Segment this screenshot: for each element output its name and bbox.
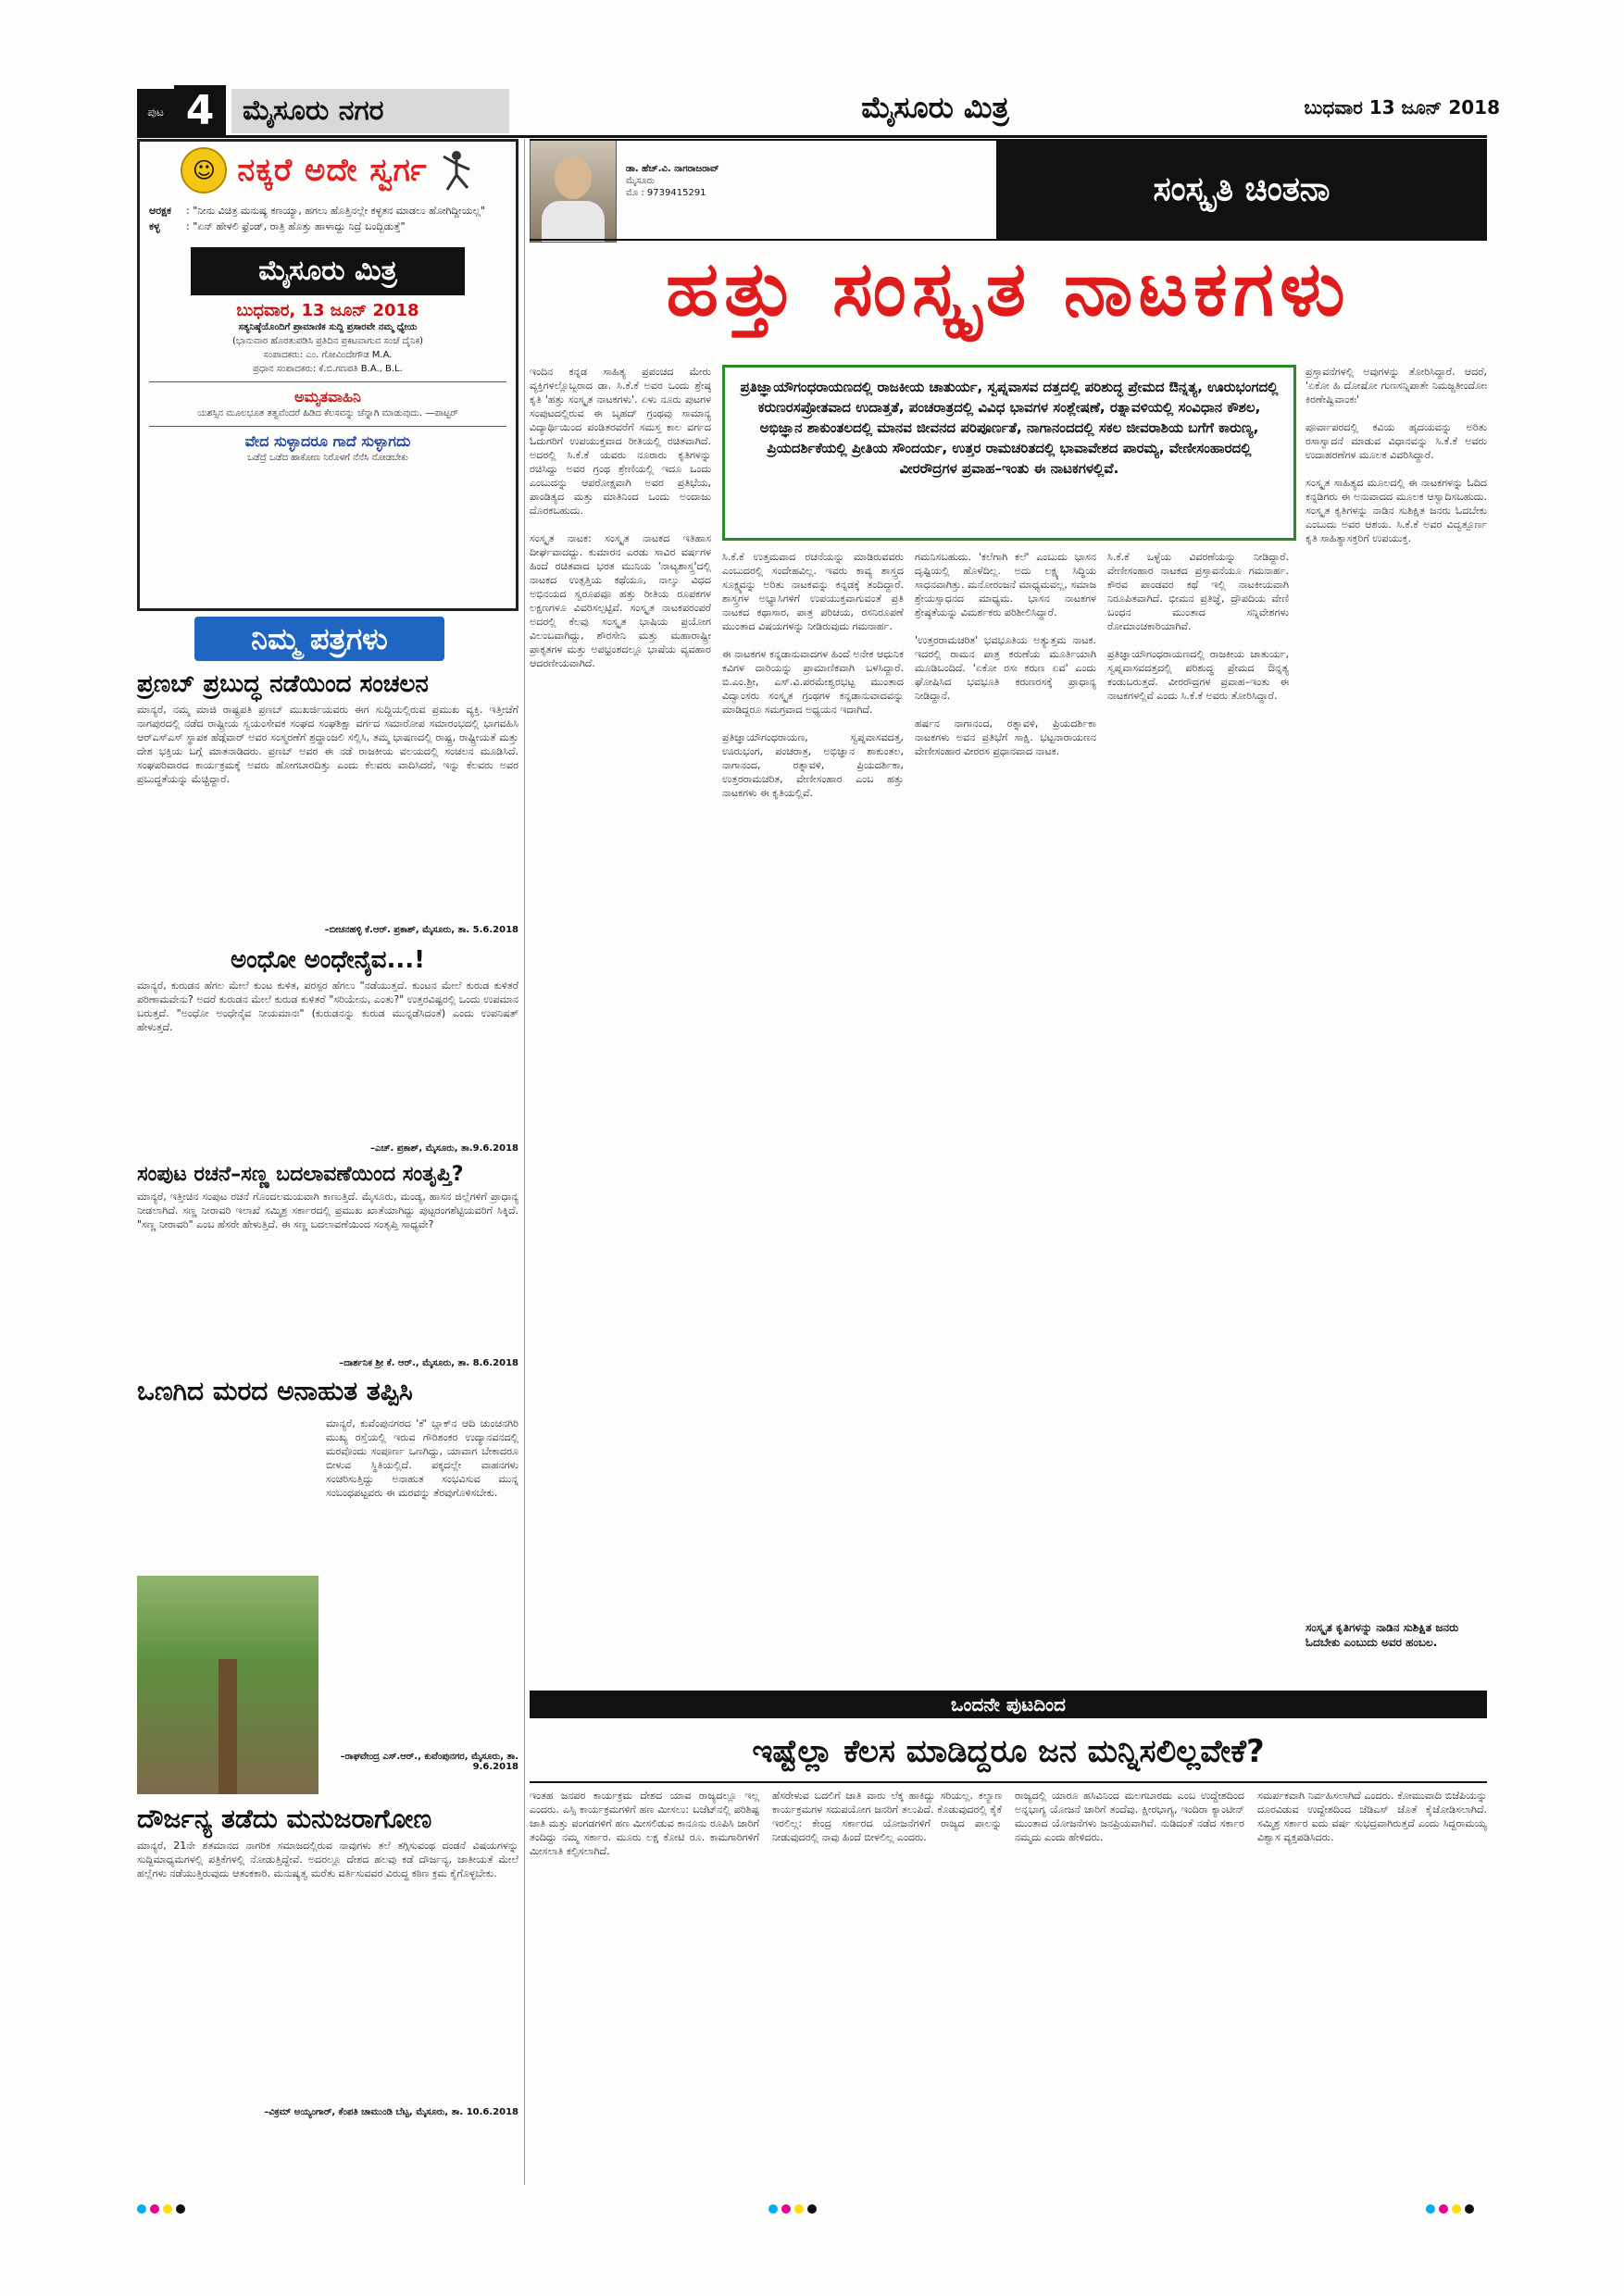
pull-quote: ಪ್ರತಿಜ್ಞಾಯೌಗಂಧರಾಯಣದಲ್ಲಿ ರಾಜಕೀಯ ಚಾತುರ್ಯ, ಸ್ವಪ್ನವಾಸವ ದತ್ತದಲ್ಲಿ ಪರಿಶುದ್ಧ ಪ್ರೇಮದ ಔನ್ನತ್ಯ, ಊರುಭಂಗದಲ್ಲಿ ಕರುಣರಸಪ್ರೋತವಾದ ಉದಾತ್ತತೆ, ಪಂಚರಾತ್ರದಲ್ಲಿ ವಿವಿಧ ಭಾವಗಳ ಸಂಶ್ಲೇಷಣೆ, ರತ್ನಾವಳಿಯಲ್ಲಿ ಸಂವಿಧಾನ ಕೌಶಲ, ಅಭಿಜ್ಞಾನ ಶಾಕುಂತಲದಲ್ಲಿ ಮಾನವ ಜೀವನದ ಪರಿಪೂರ್ಣತೆ, ನಾಗಾನಂದದಲ್ಲಿ ಸಕಲ ಜೀವರಾಶಿಯ ಬಗೆಗೆ ಕಾರುಣ್ಯ, ಪ್ರಿಯದರ್ಶಿಕೆಯಲ್ಲಿ ಪ್ರೀತಿಯ ಸೌಂದರ್ಯ, ಉತ್ತರ ರಾಮಚರಿತದಲ್ಲಿ ಭಾವಾವೇಶದ ಪಾರಮ್ಯ, ವೇಣೀಸಂಹಾರದಲ್ಲಿ ವೀರರೌದ್ರಗಳ ಪ್ರವಾಹ–ಇಂತು ಈ ನಾಟಕಗಳಲ್ಲಿವೆ. (722, 365, 1296, 541)
article-column-5: ಪ್ರಸ್ತಾವನೆಗಳಲ್ಲಿ ಅವುಗಳನ್ನು ತೋರಿಸಿದ್ದಾರೆ. ಆದರೆ, 'ಏಕೋ ಹಿ ದೋಷೋ ಗುಣಸನ್ನಿಪಾತೇ ನಿಮಜ್ಜತೀಂದೋಃ ಕಿರಣೇಷ್ವಿವಾಂಕಃ' ಪೂರ್ವಾಪರದಲ್ಲಿ ಕವಿಯ ಹೃದಯವನ್ನು ಅರಿತು ರಸಾಸ್ವಾದನೆ ಮಾಡುವ ವಿಧಾನವನ್ನು ಸಿ.ಕೆ.ಕೆ ಅವರು ಉದಾಹರಣೆಗಳ ಮೂಲಕ ವಿವರಿಸಿದ್ದಾರೆ. ಸಂಸ್ಕೃತ ಸಾಹಿತ್ಯದ ಮೂಲದಲ್ಲಿ ಈ ನಾಟಕಗಳನ್ನು ಓದಿದ ಕನ್ನಡಿಗರು ಈ ಅನುವಾದದ ಮೂಲಕ ಆಸ್ವಾದಿಸಬಹುದು. ಸಂಸ್ಕೃತ ಕೃತಿಗಳನ್ನು ನಾಡಿನ ಸುಶಿಕ್ಷಿತ ಜನರು ಓದಬೇಕು ಎಂಬುದು ಅವರ ಆಶಯ. ಸಿ.ಕೆ.ಕೆ ಅವರ ವಿದ್ವತ್ಪೂರ್ಣ ಕೃತಿ ಸಾಹಿತ್ಯಾಸಕ್ತರಿಗೆ ಉಪಯುಕ್ತ. (1305, 366, 1487, 544)
yellow-dot-icon (1452, 2204, 1461, 2214)
black-dot-icon (176, 2204, 185, 2214)
cyan-dot-icon (1426, 2204, 1435, 2214)
amruta-text: ಯಶಸ್ಸಿನ ಮೂಲಭೂತ ತತ್ವವೆಂದರೆ ಹಿಡಿದ ಕೆಲಸವನ್ನು ಚೆನ್ನಾಗಿ ಮಾಡುವುದು. —ಪಾಟ್ಟರ್ (197, 408, 458, 418)
header-rule (137, 135, 1487, 138)
black-dot-icon (807, 2204, 817, 2214)
column-title: ಸಂಸ್ಕೃತಿ ಚಿಂತನಾ (996, 139, 1487, 241)
letter-item (137, 1376, 518, 1407)
article-closing: ಸಂಸ್ಕೃತ ಕೃತಿಗಳನ್ನು ನಾಡಿನ ಸುಶಿಕ್ಷಿತ ಜನರು ಓದಬೇಕು ಎಂಬುದು ಅವರ ಹಂಬಲ. (1305, 1621, 1459, 1649)
continued-headline: ಇಷ್ಟೆಲ್ಲಾ ಕೆಲಸ ಮಾಡಿದ್ದರೂ ಜನ ಮನ್ನಿಸಲಿಲ್ಲವೇಕೆ? (752, 1733, 1265, 1770)
letter-body: ಮಾನ್ಯರೆ, ಕುವೆಂಪುನಗರದ 'ಕೆ' ಬ್ಲಾಕ್‌ನ ಆದಿ ಚುಂಚನಗಿರಿ ಮುಖ್ಯ ರಸ್ತೆಯಲ್ಲಿ ಇರುವ ಗೌರಿಶಂಕರ ಉದ್ಯಾನವನದಲ್ಲಿ ಮರವೊಂದು ಸಂಪೂರ್ಣ ಒಣಗಿದ್ದು, ಯಾವಾಗ ಬೇಕಾದರೂ ಬೀಳುವ ಸ್ಥಿತಿಯಲ್ಲಿದೆ. ಪಕ್ಕದಲ್ಲೇ ವಾಹನಗಳು ಸಂಚರಿಸುತ್ತಿದ್ದು ಅನಾಹುತ ಸಂಭವಿಸುವ ಮುನ್ನ ಸಂಬಂಧಪಟ್ಟವರು ಈ ಮರವನ್ನು ತೆರವುಗೊಳಿಸಬೇಕು. (326, 1417, 518, 1499)
letter-heading: ಒಣಗಿದ ಮರದ ಅನಾಹುತ ತಪ್ಪಿಸಿ (137, 1376, 413, 1406)
letter-heading: ಅಂಧೋ ಅಂಧೇನೈವ...! (231, 946, 425, 974)
section-title: ಮೈಸೂರು ನಗರ (231, 89, 509, 133)
letter-signature: –ವಿಕ್ರಮ್ ಅಯ್ಯಂಗಾರ್, ಕೆಂಪತಿ ಚಾಮುಂಡಿ ಬೆಟ್ಟ, ಮೈಸೂರು, ತಾ. 10.6.2018 (264, 2107, 518, 2117)
continued-column-1: ಇಂತಹ ಜನಪರ ಕಾರ್ಯಕ್ರಮ ದೇಶದ ಯಾವ ರಾಜ್ಯದಲ್ಲೂ ಇಲ್ಲ ಎಂದರು. ಎಸ್ಸಿ ಕಾರ್ಯಕ್ರಮಗಳಿಗೆ ಹಣ ಮೀಸಲು: ಬಜೆಟ್‌ನಲ್ಲಿ ಪರಿಶಿಷ್ಟ ಜಾತಿ ಮತ್ತು ಪಂಗಡಗಳಿಗೆ ಹಣ ಮೀಸಲಿಡುವ ಕಾನೂನು ರೂಪಿಸಿ ಜಾರಿಗೆ ತಂದಿದ್ದು ನಮ್ಮ ಸರ್ಕಾರ. ಮೂರು ಲಕ್ಷ ಕೋಟಿ ರೂ. ಕಾಮಗಾರಿಗಳಿಗೆ ಮೀಸಲಾತಿ ಕಲ್ಪಿಸಲಾಗಿದೆ. (530, 1790, 759, 1857)
magenta-dot-icon (1439, 2204, 1448, 2214)
author-name: ಡಾ. ಹೆಚ್.ವಿ. ನಾಗರಾಜರಾವ್ (626, 164, 719, 174)
continued-column-2: ಹೆಸರೇಳುವ ಬದಲಿಗೆ ಜಾತಿ ವಾರು ಲೆಕ್ಕ ಹಾಕಿದ್ದು ಸರಿಯಲ್ಲ. ಕಲ್ಯಾಣ ಕಾರ್ಯಕ್ರಮಗಳ ಸದುಪಯೋಗ ಜನರಿಗೆ ತಲುಪಿದೆ. ಕೊಡುವುದರಲ್ಲಿ ಕೈಕೆ ಇರಲಿಲ್ಲ: ಕೇಂದ್ರ ಸರ್ಕಾರದ ಯೋಜನೆಗಳಿಗೆ ರಾಜ್ಯದ ಪಾಲನ್ನು ನೀಡುವುದರಲ್ಲಿ ನಾವು ಹಿಂದೆ ಬೀಳಲಿಲ್ಲ ಎಂದರು. (772, 1790, 1002, 1843)
byline-box (530, 139, 996, 241)
article-column-1: ಇಂದಿನ ಕನ್ನಡ ಸಾಹಿತ್ಯ ಪ್ರಪಂಚದ ಮೇರು ವ್ಯಕ್ತಿಗಳಲ್ಲೊಬ್ಬರಾದ ಡಾ. ಸಿ.ಕೆ.ಕೆ ಅವರ ಒಂದು ಶ್ರೇಷ್ಠ ಕೃತಿ 'ಹತ್ತು ಸಂಸ್ಕೃತ ನಾಟಕಗಳು'. ಏಳು ನೂರು ಪುಟಗಳ ಸಂಪುಟದಲ್ಲಿರುವ ಈ ಬೃಹದ್ ಗ್ರಂಥವು ಸಾಮಾನ್ಯ ವಿದ್ಯಾರ್ಥಿಯಿಂದ ಪಂಡಿತರವರೆಗೆ ಸಮಸ್ತ ಕಾಲ ವರ್ಗದ ಓದುಗರಿಗೆ ಉಪಯುಕ್ತವಾದ ರೀತಿಯಲ್ಲಿ ರಚಿತವಾಗಿದೆ. ಅದರಲ್ಲಿ ಸಿ.ಕೆ.ಕೆ ಯವರು ನೂರಾರು ಕೃತಿಗಳನ್ನು ರಚಿಸಿದ್ದು ಅವರ ಗ್ರಂಥ ಶ್ರೇಣಿಯಲ್ಲಿ ಇದೂ ಒಂದು ಎಂಬುದನ್ನು ಆಪರೋಕ್ಷವಾಗಿ ಅವರ ಪ್ರತಿಭೆಯ, ಪಾಂಡಿತ್ಯದ ಮತ್ತು ಮಾತಿನಿಂದ ಒಂದು ಅಂದಾಜು ದೊರಕಬಹುದು. ಸಂಸ್ಕೃತ ನಾಟಕ: ಸಂಸ್ಕೃತ ನಾಟಕದ ಇತಿಹಾಸ ದೀರ್ಘವಾದದ್ದು. ಕುಮಾರನ ಎರಡು ಸಾವಿರ ವರ್ಷಗಳ ಹಿಂದೆ ರಚಿತವಾದ ಭರತ ಮುನಿಯ 'ನಾಟ್ಯಶಾಸ್ತ್ರ'ದಲ್ಲಿ ನಾಟಕದ ಉತ್ಪತ್ತಿಯ ಕಥೆಯೂ, ನಾಲ್ಕು ವಿಧದ ಅಭಿನಯದ ಸ್ವರೂಪವೂ ಹತ್ತು ರೀತಿಯ ರೂಪಕಗಳ ಲಕ್ಷಣಗಳೂ ವಿವರಿಸಲ್ಪಟ್ಟಿವೆ. ಸಂಸ್ಕೃತ ನಾಟಕಪರಂಪರೆ ಅದರಲ್ಲಿ ಕೆಲವು ಸಂಸ್ಕೃತ ಭಾಷಿಯ ಪ್ರಯೋಗ ವಿಲಂಬವಾಗಿದ್ದು, ಶೌರಸೇನಿ ಮತ್ತು ಮಹಾರಾಷ್ಟ್ರೀ ಪ್ರಾಕೃತಗಳ ಮತ್ತು ಅಪಭ್ರಂಶದಲ್ಲೂ ಭಾಷೆಯ ವ್ಯವಹಾರ ಆದರಣೀಯವಾಗಿದೆ. (530, 366, 711, 669)
letter-body: ಮಾನ್ಯರೆ, 21ನೇ ಶತಮಾನದ ನಾಗರಿಕ ಸಮಾಜದಲ್ಲಿರುವ ನಾವುಗಳು ತಲೆ ತಗ್ಗಿಸುವಂಥ ದಂಡನೆ ವಿಷಯಗಳನ್ನು ಸುದ್ದಿಮಾಧ್ಯಮಗಳಲ್ಲಿ ಪತ್ರಿಕೆಗಳಲ್ಲಿ ನೋಡುತ್ತಿದ್ದೇವೆ. ಅದರಲ್ಲೂ ದೇಶದ ಹಲವು ಕಡೆ ದೌರ್ಜನ್ಯ, ಜಾತೀಯತೆ ಮೇಲೆ ಹಲ್ಲೆಗಳು ನಡೆಯುತ್ತಿರುವುದು ಆತಂಕಕಾರಿ. ಮನುಷ್ಯತ್ವ ಮರೆತು ವರ್ತಿಸುವವರ ವಿರುದ್ಧ ಕಠಿಣ ಕ್ರಮ ಕೈಗೊಳ್ಳಬೇಕು. (137, 1840, 518, 1879)
cyan-dot-icon (137, 2204, 146, 2214)
letter-item (137, 1163, 518, 1368)
laughing-face-icon: ☺ (181, 147, 227, 193)
letters-banner: ನಿಮ್ಮ ಪತ್ರಗಳು (194, 617, 444, 661)
letter-heading: ಪ್ರಣಬ್ ಪ್ರಬುದ್ಧ ನಡೆಯಿಂದ ಸಂಚಲನ (137, 670, 429, 698)
veda-text: ಒಡೆದ್ರೆ ಒಡೆದ ಹಾಕೋಣ ನಿರೊಳಗೆ ನೆನೆಸಿ ನೋಡಬೇಕು (247, 453, 408, 463)
amruta-title: ಅಮೃತವಾಹಿನಿ (294, 388, 361, 406)
divider (149, 381, 506, 382)
mitra-banner: ಮೈಸೂರು ಮಿತ್ರ (191, 247, 465, 295)
letter-signature: –ರಾಘವೇಂದ್ರ ಎಸ್.ಆರ್., ಕುವೆಂಪುನಗರ, ಮೈಸೂರು, ತಾ. 9.6.2018 (340, 1752, 518, 1772)
mitra-frequency: (ಭಾನುವಾರ ಹೊರತುಪಡಿಸಿ ಪ್ರತಿದಿನ ಪ್ರಕಟವಾಗುವ ಸಂಜೆ ದೈನಿಕ) (231, 336, 423, 346)
letter-item (326, 1416, 518, 1772)
letter-item (137, 1803, 518, 2117)
magenta-dot-icon (150, 2204, 159, 2214)
mitra-motto: ಸತ್ಯನಿಷ್ಠೆಯೊಂದಿಗೆ ಪ್ರಾಮಾಣಿಕ ಸುದ್ದಿ ಪ್ರಸಾರವೇ ನಮ್ಮ ಧ್ಯೇಯ (238, 322, 418, 332)
letter-item (137, 946, 518, 1154)
article-column-4: ಸಿ.ಕೆ.ಕೆ ಒಳ್ಳೆಯ ವಿವರಣೆಯನ್ನು ನೀಡಿದ್ದಾರೆ. ವೇಣೀಸಂಹಾರ ನಾಟಕದ ಪ್ರಸ್ತಾವನೆಯೂ ಗಮನಾರ್ಹ. ಕೌರವ ಪಾಂಡವರ ಕಥೆ ಇಲ್ಲಿ ನಾಟಕೀಯವಾಗಿ ನಿರೂಪಿತವಾಗಿದೆ. ಭೀಮನ ಪ್ರತಿಜ್ಞೆ, ದ್ರೌಪದಿಯ ವೇಣಿ ಬಂಧನ ಮುಂತಾದ ಸನ್ನಿವೇಶಗಳು ರೋಮಾಂಚಕಾರಿಯಾಗಿವೆ. ಪ್ರತಿಜ್ಞಾಯೌಗಂಧರಾಯಣದಲ್ಲಿ ರಾಜಕೀಯ ಚಾತುರ್ಯ, ಸ್ವಪ್ನವಾಸವದತ್ತದಲ್ಲಿ ಪರಿಶುದ್ಧ ಪ್ರೇಮದ ಔನ್ನತ್ಯ ಕಂಡುಬರುತ್ತದೆ. ವೀರರೌದ್ರಗಳ ಪ್ರವಾಹ–ಇಂತು ಈ ನಾಟಕಗಳಲ್ಲಿವೆ ಎಂದು ಸಿ.ಕೆ.ಕೆ ಅವರು ತೋರಿಸಿದ್ದಾರೆ. (1107, 551, 1289, 702)
letter-body: ಮಾನ್ಯರೆ, ಕುರುಡನ ಹೆಗಲ ಮೇಲೆ ಕುಂಟ ಕುಳಿತ, ಪರಸ್ಪರ ಹೆಗಲು "ನಡೆಯುತ್ತದೆ. ಕುಂಟನ ಮೇಲೆ ಕುರುಡ ಕುಳಿತರೆ ಪರಿಣಾಮವೇನು? ಅದರೆ ಕುರುಡನ ಮೇಲೆ ಕುರುಡ ಕುಳಿತರೆ "ಸರಿಯೇನು, ಎಂತು?" ಉತ್ತರವಿಷ್ಟರಲ್ಲಿ ಒಂದು ಉಪಮಾನ ಬರುತ್ತದೆ. "ಅಂಧೋ ಅಂಧೇನೈವ ನೀಯಮಾನಃ" (ಕುರುಡನನ್ನು ಕುರುಡ ಮುನ್ನಡೆಸಿದಂತೆ) ಎಂದು ಉಪನಿಷತ್ ಹೇಳುತ್ತದೆ. (137, 980, 518, 1033)
dry-tree-photo (137, 1576, 319, 1794)
masthead: ಮೈಸೂರು ಮಿತ್ರ (861, 90, 1009, 125)
article-column-3: ಗಮನಿಸಬಹುದು. 'ಕಲೆಗಾಗಿ ಕಲೆ' ಎಂಬುದು ಭಾಸನ ದೃಷ್ಟಿಯಲ್ಲಿ ಹೊಳೆದಿಲ್ಲ. ಅದು ಲಕ್ಷ್ಯ ಸಿದ್ಧಿಯ ಸಾಧನವಾಗಿತ್ತು. ಮನೋರಂಜನೆ ಮಾಧ್ಯಮವಲ್ಲ, ಸಮಾಜ ಶ್ರೇಯಸ್ಸಾಧನದ ಮಾಧ್ಯಮ. ಭಾಸನ ನಾಟಕಗಳ ಶ್ರೇಷ್ಠತೆಯನ್ನು ವಿಮರ್ಶಕರು ಪರಿಶೀಲಿಸಿದ್ದಾರೆ. 'ಉತ್ತರರಾಮಚರಿತ' ಭವಭೂತಿಯ ಅತ್ಯುತ್ತಮ ನಾಟಕ. ಇದರಲ್ಲಿ ರಾಮನ ಪಾತ್ರ ಕರುಣೆಯ ಮೂರ್ತಿಯಾಗಿ ಮೂಡಿಬಂದಿದೆ. 'ಏಕೋ ರಸಃ ಕರುಣ ಏವ' ಎಂದು ಘೋಷಿಸಿದ ಭವಭೂತಿ ಕರುಣರಸಕ್ಕೆ ಪ್ರಾಧಾನ್ಯ ನೀಡಿದ್ದಾನೆ. ಹರ್ಷನ ನಾಗಾನಂದ, ರತ್ನಾವಳಿ, ಪ್ರಿಯದರ್ಶಿಕಾ ನಾಟಕಗಳು ಅವನ ಪ್ರತಿಭೆಗೆ ಸಾಕ್ಷಿ. ಭಟ್ಟನಾರಾಯಣನ ವೇಣೀಸಂಹಾರ ವೀರರಸ ಪ್ರಧಾನವಾದ ನಾಟಕ. (915, 551, 1096, 757)
mitra-editor: ಸಂಪಾದಕರು: ಎಂ. ಗೋವಿಂದೇಗೌಡ M.A. (263, 350, 393, 360)
tree-trunk (219, 1659, 237, 1794)
dancing-figure-icon (438, 149, 475, 192)
continued-column-3: ರಾಜ್ಯದಲ್ಲಿ ಯಾರೂ ಹಸಿವಿನಿಂದ ಮಲಗಬಾರದು ಎಂಬ ಉದ್ದೇಶದಿಂದ ಅನ್ನಭಾಗ್ಯ ಯೋಜನೆ ಜಾರಿಗೆ ತಂದೆವು. ಕ್ಷೀರಭಾಗ್ಯ, ಇಂದಿರಾ ಕ್ಯಾಂಟೀನ್ ಮುಂತಾದ ಯೋಜನೆಗಳು ಜನಪ್ರಿಯವಾಗಿವೆ. ನುಡಿದಂತೆ ನಡೆದ ಸರ್ಕಾರ ನಮ್ಮದು ಎಂದು ಹೇಳಿದರು. (1015, 1790, 1244, 1843)
column-divider (524, 139, 525, 2185)
magenta-dot-icon (781, 2204, 791, 2214)
divider (530, 1781, 1487, 1783)
mitra-date: ಬುಧವಾರ, 13 ಜೂನ್ 2018 (236, 301, 419, 320)
continued-from-page-one-bar: ಒಂದನೇ ಪುಟದಿಂದ (530, 1691, 1487, 1718)
registration-marks (768, 2200, 820, 2211)
letter-signature: –ಬೀಚನಹಳ್ಳಿ ಕೆ.ಆರ್. ಪ್ರಕಾಶ್, ಮೈಸೂರು, ತಾ. 5.6.2018 (324, 925, 518, 935)
joke-box-title: ನಕ್ಕರೆ ಅದೇ ಸ್ವರ್ಗ (237, 152, 428, 189)
cyan-dot-icon (768, 2204, 778, 2214)
registration-marks (137, 2200, 189, 2211)
issue-date: ಬುಧವಾರ 13 ಜೂನ್ 2018 (1304, 96, 1500, 119)
yellow-dot-icon (163, 2204, 172, 2214)
joke-box (137, 139, 518, 611)
article-headline: ಹತ್ತು ಸಂಸ್ಕೃತ ನಾಟಕಗಳು (666, 244, 1351, 333)
letter-signature: –ದಾರ್ಶನಿಕ ಶ್ರೀ ಕೆ. ಆರ್., ಮೈಸೂರು, ತಾ. 8.6.2018 (339, 1358, 518, 1368)
yellow-dot-icon (794, 2204, 804, 2214)
article-column-2: ಸಿ.ಕೆ.ಕೆ ಉತ್ತಮವಾದ ರಚನೆಯನ್ನು ಮಾಡಿರುವವರು ಎಂಬುದರಲ್ಲಿ ಸಂದೇಹವಿಲ್ಲ. ಇವರು ಕಾವ್ಯ ಶಾಸ್ತ್ರದ ಸೂಕ್ಷ್ಮವನ್ನು ಅರಿತು ನಾಟಕವನ್ನು ಕನ್ನಡಕ್ಕೆ ತಂದಿದ್ದಾರೆ. ಶಾಸ್ತ್ರಗಳ ಅಭ್ಯಾಸಿಗಳಿಗೆ ಉಪಯುಕ್ತವಾಗುವಂತೆ ಪ್ರತಿ ನಾಟಕದ ಕಥಾಸಾರ, ಪಾತ್ರ ಪರಿಚಯ, ರಸನಿರೂಪಣೆ ಮುಂತಾದ ವಿಷಯಗಳನ್ನು ನೀಡಿರುವುದು ಗಮನಾರ್ಹ. ಈ ನಾಟಕಗಳ ಕನ್ನಡಾನುವಾದಗಳ ಹಿಂದೆ ಅನೇಕ ಆಧುನಿಕ ಕವಿಗಳ ದಾರಿಯನ್ನು ಪ್ರಾಮಾಣಿಕವಾಗಿ ಬಳಸಿದ್ದಾರೆ. ಬಿ.ಎಂ.ಶ್ರೀ, ಎಸ್.ವಿ.ಪರಮೇಶ್ವರಭಟ್ಟ ಮುಂತಾದ ವಿದ್ವಾಂಸರು ಸಂಸ್ಕೃತ ಗ್ರಂಥಗಳ ಕನ್ನಡಾನುವಾದವನ್ನು ಮಾಡಿದ್ದರೂ ಸಮಗ್ರವಾದ ಅಧ್ಯಯನ ಇದಾಗಿದೆ. ಪ್ರತಿಜ್ಞಾಯೌಗಂಧರಾಯಣ, ಸ್ವಪ್ನವಾಸವದತ್ತ, ಊರುಭಂಗ, ಪಂಚರಾತ್ರ, ಅಭಿಜ್ಞಾನ ಶಾಕುಂತಲ, ನಾಗಾನಂದ, ರತ್ನಾವಳಿ, ಪ್ರಿಯದರ್ಶಿಕಾ, ಉತ್ತರರಾಮಚರಿತ, ವೇಣೀಸಂಹಾರ ಎಂಬ ಹತ್ತು ನಾಟಕಗಳು ಈ ಕೃತಿಯಲ್ಲಿವೆ. (722, 551, 904, 799)
registration-marks (1426, 2200, 1478, 2211)
mitra-chief-editor: ಪ್ರಧಾನ ಸಂಪಾದಕರು: ಕೆ.ಬಿ.ಗಣಪತಿ B.A., B.L. (253, 364, 403, 374)
author-city: ಮೈಸೂರು (626, 176, 656, 186)
page-label: ಪುಟ (137, 89, 174, 135)
page-number: 4 (174, 85, 226, 137)
divider (149, 426, 506, 427)
letter-signature: –ಎಚ್. ಪ್ರಕಾಶ್, ಮೈಸೂರು, ತಾ.9.6.2018 (369, 1143, 518, 1154)
letter-item (137, 670, 518, 935)
joke-line-1: ಆರಕ್ಷಕ : "ನೀನು ವಿಚಿತ್ರ ಮನುಷ್ಯ ಕಣಯ್ಯಾ, ಹಗಲು ಹೊತ್ತಿನಲ್ಲೇ ಕಳ್ಳತನ ಮಾಡಲು ಹೋಗಿದ್ದೀಯಲ್ಲ" (149, 205, 485, 217)
joke-line-2: ಕಳ್ಳ : "ಏನ್ ಹೇಳಲಿ ಫ್ರೆಂಡ್, ರಾತ್ರಿ ಹೊತ್ತು ಹಾಳಾದ್ದು ನಿದ್ರೆ ಬಂದ್ಬಿಡುತ್ತೆ" (149, 220, 406, 232)
black-dot-icon (1465, 2204, 1474, 2214)
letter-heading: ದೌರ್ಜನ್ಯ ತಡೆದು ಮನುಜರಾಗೋಣ (137, 1803, 432, 1834)
letter-body: ಮಾನ್ಯರೆ, ನಮ್ಮ ಮಾಜಿ ರಾಷ್ಟ್ರಪತಿ ಪ್ರಣಬ್ ಮುಖರ್ಜಿಯವರು ಈಗ ಸುದ್ದಿಯಲ್ಲಿರುವ ಪ್ರಮುಖ ವ್ಯಕ್ತಿ. ಇತ್ತೀಚೆಗೆ ನಾಗಪುರದಲ್ಲಿ ನಡೆದ ರಾಷ್ಟ್ರೀಯ ಸ್ವಯಂಸೇವಕ ಸಂಘದ ಸಂಘಶಿಕ್ಷಾ ವರ್ಗದ ಸಮಾರೋಪ ಸಮಾರಂಭದಲ್ಲಿ ಭಾಗವಹಿಸಿ ಆರ್‌ಎಸ್‌ಎಸ್ ಸ್ಥಾಪಕ ಹೆಡ್ಗೆವಾರ್ ಅವರ ಸಂಸ್ಮರಣೆಗೆ ಶ್ರದ್ಧಾಂಜಲಿ ಸಲ್ಲಿಸಿ, ತಮ್ಮ ಭಾಷಣದಲ್ಲಿ ರಾಷ್ಟ್ರ, ರಾಷ್ಟ್ರೀಯತೆ ಮತ್ತು ದೇಶ ಭಕ್ತಿಯ ಬಗ್ಗೆ ಮಾತನಾಡಿದರು. ಪ್ರಣಬ್ ಅವರ ಈ ನಡೆ ರಾಜಕೀಯ ವಲಯದಲ್ಲಿ ಸಂಚಲನ ಮೂಡಿಸಿದೆ. ಸಂಘಪರಿವಾರದ ಕಾರ್ಯಕ್ರಮಕ್ಕೆ ಅವರು ಹೋಗಬಾರದಿತ್ತು ಎಂದು ಕೆಲವರು ವಾದಿಸಿದರೆ, ಇನ್ನು ಕೆಲವರು ಅವರ ಪ್ರಬುದ್ಧತೆಯನ್ನು ಮೆಚ್ಚಿದ್ದಾರೆ. (137, 704, 518, 785)
author-phone: ಮೊ : 9739415291 (626, 188, 706, 198)
veda-title: ವೇದ ಸುಳ್ಳಾದರೂ ಗಾದೆ ಸುಳ್ಳಾಗದು (244, 432, 411, 450)
letter-heading: ಸಂಪುಟ ರಚನೆ–ಸಣ್ಣ ಬದಲಾವಣೆಯಿಂದ ಸಂತೃಪ್ತಿ? (137, 1163, 464, 1186)
letter-body: ಮಾನ್ಯರೆ, ಇತ್ತೀಚಿನ ಸಂಪುಟ ರಚನೆ ಗೊಂದಲಮಯವಾಗಿ ಕಾಣುತ್ತಿದೆ. ಮೈಸೂರು, ಮಂಡ್ಯ, ಹಾಸನ ಜಿಲ್ಲೆಗಳಿಗೆ ಪ್ರಾಧಾನ್ಯ ನೀಡಲಾಗಿದೆ. ಸಣ್ಣ ನೀರಾವರಿ ಇಲಾಖೆ ಸಮ್ಮಿಶ್ರ ಸರ್ಕಾರದಲ್ಲಿ ಪ್ರಮುಖ ಖಾತೆಯಾಗಿದ್ದು ಪುಟ್ಟರಂಗಶೆಟ್ಟಿಯವರಿಗೆ ಸಿಕ್ಕಿದೆ. "ಸಣ್ಣ ನೀರಾವರಿ" ಎಂಬ ಹೆಸರೇ ಹೇಳುತ್ತಿದೆ. ಈ ಸಣ್ಣ ಬದಲಾವಣೆಯಿಂದ ಸಂತೃಪ್ತಿ ಸಾಧ್ಯವೇ? (137, 1191, 518, 1230)
continued-column-4: ಸಮರ್ಪಕವಾಗಿ ನಿರ್ವಹಿಸಲಾಗಿದೆ ಎಂದರು. ಕೋಮುವಾದಿ ಬಿಜೆಪಿಯನ್ನು ದೂರವಿಡುವ ಉದ್ದೇಶದಿಂದ ಜೆಡಿಎಸ್ ಜೊತೆ ಕೈಜೋಡಿಸಲಾಗಿದೆ. ಸಮ್ಮಿಶ್ರ ಸರ್ಕಾರ ಐದು ವರ್ಷ ಸುಭದ್ರವಾಗಿರುತ್ತದೆ ಎಂದು ಸಿದ್ದರಾಮಯ್ಯ ವಿಶ್ವಾಸ ವ್ಯಕ್ತಪಡಿಸಿದರು. (1257, 1790, 1487, 1843)
